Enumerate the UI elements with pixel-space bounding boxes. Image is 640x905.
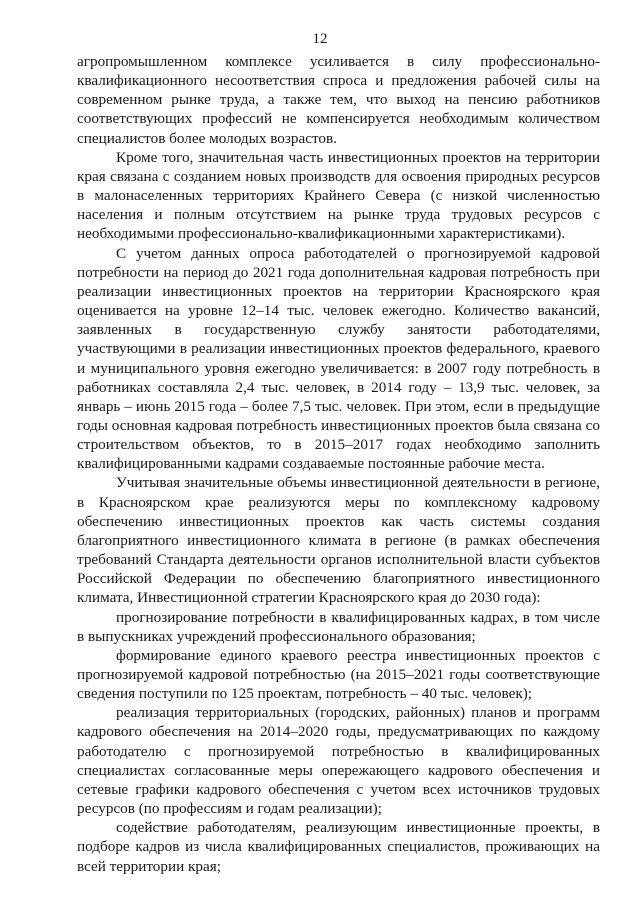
list-item-employer-assistance: содействие работодателям, реализующим инвестиционные проекты, в подборе кадров из числа квалифицированных специалистов, проживающих на всей территории края;	[77, 819, 600, 875]
list-item-project-registry: формирование единого краевого реестра инвестиционных проектов с прогнозируемой кадровой потребностью (на 2015–2021 годы соответствующие сведения поступили по 125 проектам, потребность – 40 тыс. человек);	[77, 646, 600, 703]
page-number: 12	[312, 31, 328, 47]
paragraph-measures-intro: Учитывая значительные объемы инвестиционной деятельности в регионе, в Красноярском крае реализуются меры по комплексному кадровому обеспечению инвестиционных проектов как часть системы создания благоприятного инвестиционного климата в регионе (в рамках обеспечения требований Стандарта деятельности органов исполнительной власти субъектов Российской Федерации по обеспечению благоприятного инвестиционного климата, Инвестиционной стратегии Красноярского края до 2030 года):	[77, 474, 600, 607]
paragraph-continuation: агропромышленном комплексе усиливается в силу профессионально-квалификационного несоответствия спроса и предложения рабочей силы на современном рынке труда, а также тем, что выход на пенсию работников соответствующих профессий не компенсируется необходимым количеством специалистов более молодых возрастов.	[77, 53, 600, 147]
paragraph-staffing-demand: С учетом данных опроса работодателей о прогнозируемой кадровой потребности на период до 2021 года дополнительная кадровая потребность при реализации инвестиционных проектов на территории Красноярского края оценивается на уровне 12–14 тыс. человек ежегодно. Количество вакансий, заявленных в государственную службу занятости работодателями, участвующими в реализации инвестиционных проектов федерального, краевого и муниципального уровня ежегодно увеличивается: в 2007 году потребность в работниках составляла 2,4 тыс. человек, в 2014 году – 13,9 тыс. человек, за январь – июнь 2015 года – более 7,5 тыс. человек. При этом, если в предыдущие годы основная кадровая потребность инвестиционных проектов была связана со строительством объектов, то в 2015–2017 годах необходимо заполнить квалифицированными кадрами создаваемые постоянные рабочие места.	[77, 244, 600, 473]
paragraph-northern-projects: Кроме того, значительная часть инвестиционных проектов на территории края связана с созданием новых производств для освоения природных ресурсов в малонаселенных территориях Крайнего Севера (с низкой численностью населения и полным отсутствием на рынке труда трудовых ресурсов с необходимыми профессионально-квалификационными характеристиками).	[77, 148, 600, 243]
document-body	[77, 52, 600, 876]
list-item-forecasting: прогнозирование потребности в квалифицированных кадрах, в том числе в выпускниках учреждений профессионального образования;	[77, 608, 600, 645]
list-item-territorial-plans: реализация территориальных (городских, районных) планов и программ кадрового обеспечения на 2014–2020 годы, предусматривающих по каждому работодателю с прогнозируемой потребностью в квалифицированных специалистах согласованные меры опережающего кадрового обеспечения и сетевые графики кадрового обеспечения с учетом всех источников трудовых ресурсов (по профессиям и годам реализации);	[77, 704, 600, 818]
